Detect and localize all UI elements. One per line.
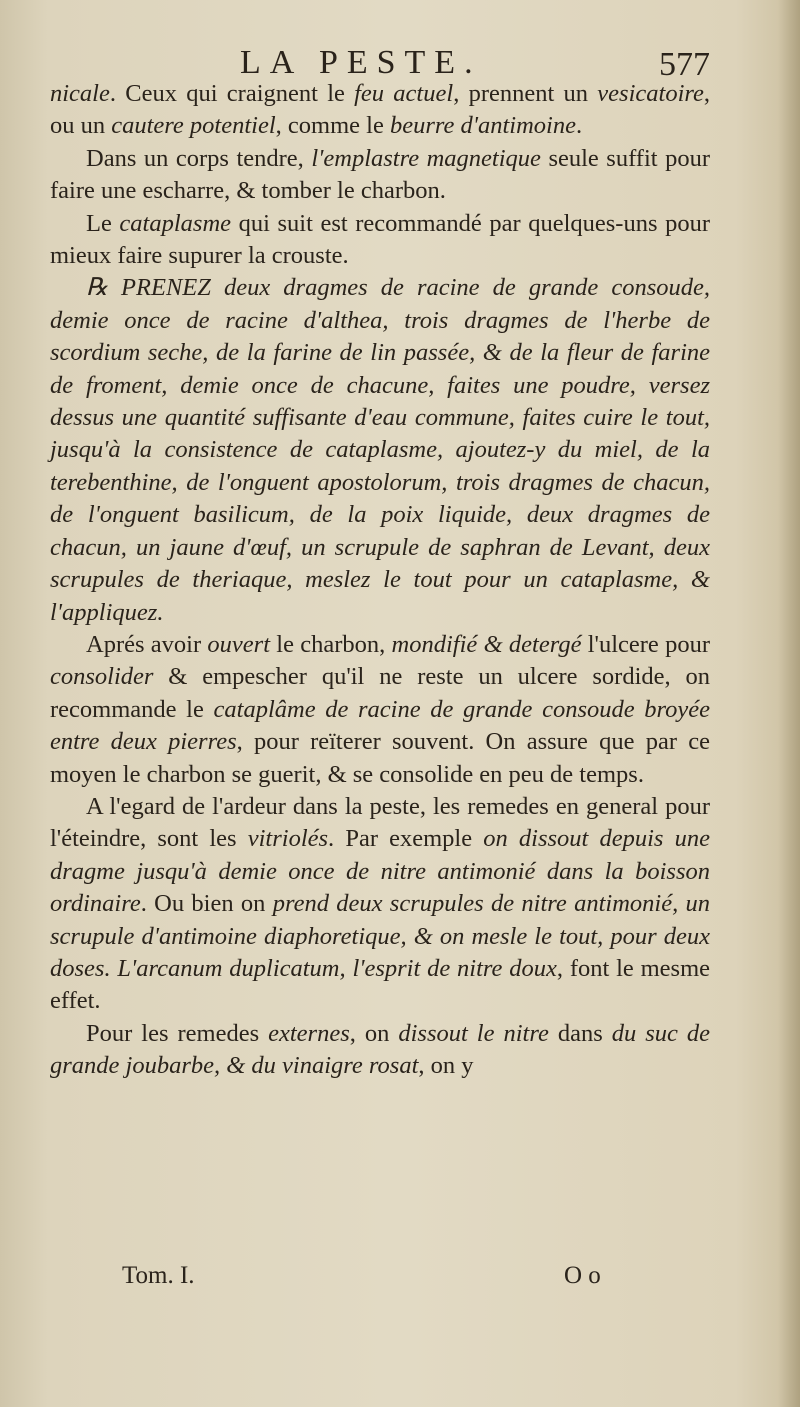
italic-text: nicale [50, 80, 110, 107]
italic-text: vitriolés [247, 825, 329, 853]
italic-text: vesicatoire [597, 80, 704, 107]
italic-text: cataplâme de racine de grande consoude broyée entre deux pierres [50, 695, 711, 756]
text-run: Pour les remedes [86, 1019, 269, 1047]
paragraph [50, 143, 710, 208]
italic-text: on dissout depuis une dragme jusqu'à demie once de nitre antimonié dans la boisson ordinaire [50, 825, 710, 918]
italic-text: mondifié & detergé [391, 630, 582, 658]
text-run: , on [349, 1019, 399, 1047]
text-run: l'ulcere pour [581, 630, 710, 658]
page-footer [50, 1262, 710, 1298]
italic-text: du suc de grande joubarbe, & du vinaigre rosat [50, 1019, 711, 1080]
text-run: seule suffit pour faire une escharre, & tomber le charbon. [50, 144, 710, 205]
text-run: Aprés avoir [86, 630, 208, 658]
text-run: . Par exemple [328, 825, 484, 853]
italic-text: consolider [50, 663, 154, 691]
italic-text: beurre d'antimoine [389, 112, 576, 140]
body-text [50, 78, 710, 1083]
italic-text: l'emplastre magnetique [311, 144, 541, 172]
text-run: . Ceux qui craignent le [109, 80, 355, 107]
text-run: , comme le [275, 112, 390, 140]
text-run: . Ou bien on [140, 890, 273, 918]
text-run: , prennent un [453, 80, 598, 107]
text-run: . [575, 112, 583, 140]
paragraph [50, 78, 710, 143]
paragraph [50, 791, 710, 1018]
text-run: qui suit est recommandé par quelques-uns pour mieux faire supurer la crouste. [50, 209, 710, 270]
text-run: ℞ PRENEZ deux dragmes de racine de grande consoude, demie once de racine d'althea, trois dragmes de l'herbe de scordium seche, de la farine de lin passée, & de la fleur de farine de froment, demie once de chacune, faites une poudre, versez dessus une quantité suffisante d'eau commune, faites cuire le tout, jusqu'à la consistence de cataplasme, ajoutez-y du miel, de la terebenthine, de l'onguent apostolorum, trois dragmes de chacun, de l'onguent basilicum, de la poix liquide, deux dragmes de chacun, un jaune d'œuf, un scrupule de saphran de Levant, deux scrupules de theriaque, meslez le tout pour un cataplasme, & l'appliquez. [50, 274, 710, 626]
running-title: LA PESTE. [240, 44, 482, 81]
signature-mark: O o [564, 1262, 601, 1289]
italic-text: externes [268, 1019, 350, 1047]
text-run: , ou un [50, 80, 710, 140]
text-run: le charbon, [270, 630, 392, 658]
paragraph [50, 1018, 710, 1083]
italic-text: prend deux scrupules de nitre antimonié, un scrupule d'antimoine diaphoretique, & on mesle le tout, pour deux doses. L'arcanum duplicatum, l'esprit de nitre doux [50, 890, 711, 982]
text-run: & empescher qu'il ne reste un ulcere sordide, on recommande le [50, 663, 710, 723]
text-run: , on y [418, 1052, 474, 1080]
volume-marker: Tom. I. [122, 1262, 195, 1289]
page-number: 577 [659, 46, 710, 83]
italic-text: cautere potentiel [111, 112, 276, 140]
text-run: , font le mesme effet. [50, 954, 710, 1015]
italic-text: feu actuel [354, 80, 454, 107]
text-run: , pour reïterer souvent. On assure que par ce moyen le charbon se guerit, & se consolide en peu de temps. [50, 728, 710, 788]
italic-text: cataplasme [119, 209, 232, 237]
text-run: dans [548, 1019, 612, 1047]
paragraph [50, 208, 710, 273]
text-run: Dans un corps tendre, [86, 144, 312, 172]
text-run: A l'egard de l'ardeur dans la peste, les remedes en general pour l'éteindre, sont les [50, 792, 710, 853]
italic-text: dissout le nitre [398, 1019, 549, 1047]
text-run: Le [86, 209, 120, 237]
italic-text: ouvert [207, 630, 270, 658]
recipe-paragraph [50, 272, 710, 628]
paragraph [50, 629, 710, 791]
